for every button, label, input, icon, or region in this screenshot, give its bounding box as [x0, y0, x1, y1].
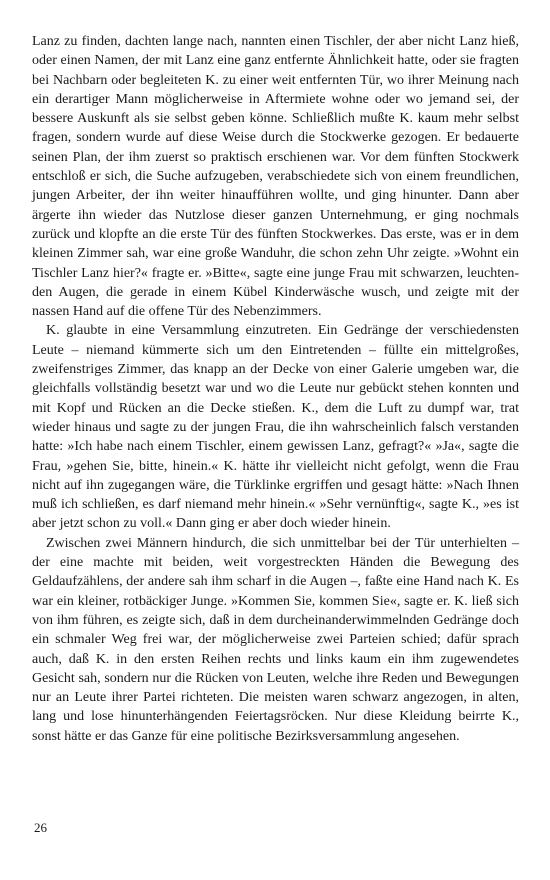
- page-body: [32, 32, 519, 746]
- page-number: 26: [34, 820, 47, 835]
- paragraph-1: Lanz zu finden, dachten lange nach, nannten einen Tischler, der aber nicht Lanz hieß, oder einen Namen, der mit Lanz eine ganz entfernte Ähnlichkeit hatte, oder sie fragten bei Nachbarn oder begleiteten K. zu einer weit entfernten Tür, wo ihrer Meinung nach ein derartiger Mann möglicherweise in Aftermiete wohne oder wo jemand sei, der bessere Auskunft als sie selbst geben könne. Schließlich mußte K. kaum mehr selbst fragen, sondern wurde auf diese Weise durch die Stockwerke gezogen. Er bedauerte seinen Plan, der ihm zuerst so praktisch erschienen war. Vor dem fünften Stockwerk entschloß er sich, die Suche aufzugeben, verabschiedete sich von einem freundlichen, jungen Arbeiter, der ihn weiter hinaufführen wollte, und ging hinunter. Dann aber ärgerte ihn wieder das Nutzlose dieser ganzen Unternehmung, er ging nochmals zurück und klopfte an die erste Tür des fünften Stockwerkes. Das erste, was er in dem kleinen Zimmer sah, war eine große Wanduhr, die schon zehn Uhr zeigte. »Wohnt ein Tischler Lanz hier?« fragte er. »Bitte«, sagte eine junge Frau mit schwarzen, leuchtenden Augen, die gerade in einem Kübel Kinderwäsche wusch, und zeigte mit der nassen Hand auf die offene Tür des Nebenzimmers.: [32, 34, 519, 320]
- paragraph-3: Zwischen zwei Männern hindurch, die sich unmittelbar bei der Tür unterhielten – der eine machte mit beiden, weit vorgestreckten Händen die Bewegung des Geldaufzählens, der andere sah ihm scharf in die Augen –, faßte eine Hand nach K. Es war ein kleiner, rotbäckiger Junge. »Kommen Sie, kommen Sie«, sagte er. K. ließ sich von ihm führen, es zeigte sich, daß in dem durcheinanderwimmelnden Gedränge doch ein schmaler Weg frei war, der möglicherweise zwei Parteien schied; dafür sprach auch, daß K. in den ersten Reihen rechts und links kaum ein ihm zugewendetes Gesicht sah, sondern nur die Rücken von Leuten, welche ihre Reden und Bewegungen nur an Leute ihrer Partei richteten. Die meisten waren schwarz angezogen, in alten, lang und lose hinunterhängenden Feiertagsröcken. Nur diese Kleidung beirrte K., sonst hätte er das Ganze für eine politische Bezirksversammlung angesehen.: [32, 535, 519, 744]
- paragraph-2: K. glaubte in eine Versammlung einzutreten. Ein Gedränge der verschiedensten Leute – niemand kümmerte sich um den Eintretenden – füllte ein mittelgroßes, zweifenstriges Zimmer, das knapp an der Decke von einer Galerie umgeben war, die gleichfalls vollständig besetzt war und wo die Leute nur gebückt stehen konnten und mit Kopf und Rücken an die Decke stießen. K., dem die Luft zu dumpf war, trat wieder hinaus und sagte zu der jungen Frau, die ihn wahrscheinlich falsch verstanden hatte: »Ich habe nach einem Tischler, einem gewissen Lanz, gefragt?« »Ja«, sagte die Frau, »gehen Sie, bitte, hinein.« K. hätte ihr vielleicht nicht gefolgt, wenn die Frau nicht auf ihn zugegangen wäre, die Türklinke ergriffen und gesagt hätte: »Nach Ihnen muß ich schließen, es darf niemand mehr hinein.« »Sehr vernünftig«, sagte K., »es ist aber jetzt schon zu voll.« Dann ging er aber doch wieder hinein.: [32, 323, 519, 532]
